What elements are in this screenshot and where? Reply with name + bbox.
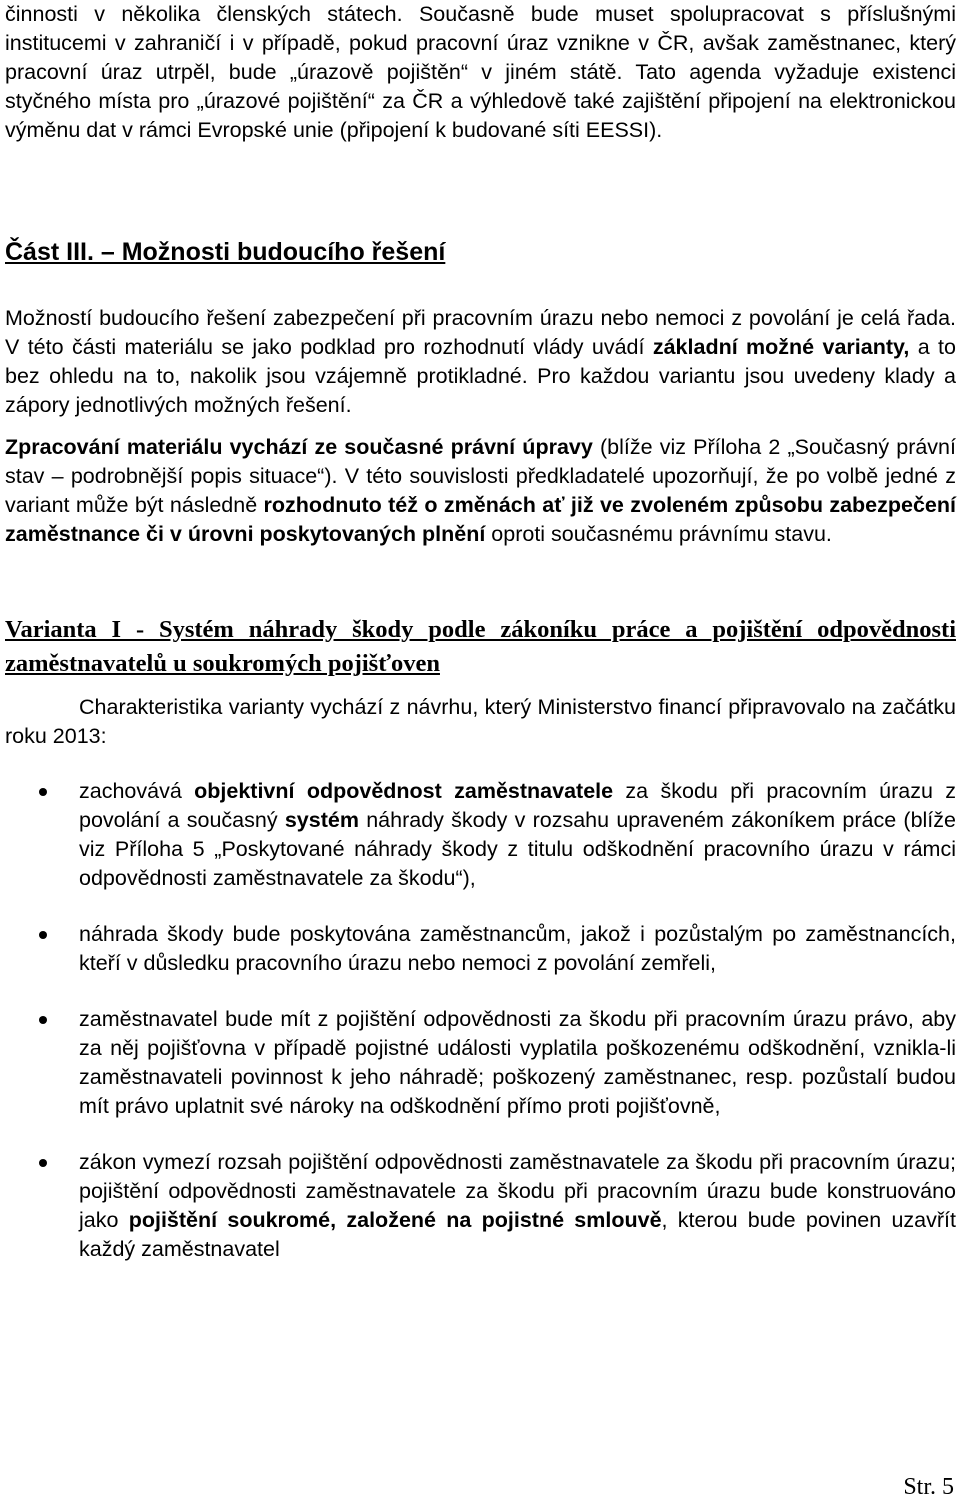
processing-text-2: oproti současnému právnímu stavu. — [485, 522, 832, 546]
part-heading: Část III. – Možnosti budoucího řešení — [5, 238, 446, 266]
variant-characteristic: Charakteristika varianty vychází z návrhu, který Ministerstvo financí připravovalo na začátku roku 2013: — [5, 695, 956, 748]
list-item — [5, 1148, 956, 1264]
options-text-1: Možností budoucího řešení zabezpečení při pracovním úrazu nebo nemoci z povolání je celá řada. V této části materiálu se jako podklad pro rozhodnutí vlády uvádí — [5, 306, 956, 359]
intro-paragraph — [5, 0, 956, 145]
bullet-3-text: zaměstnavatel bude mít z pojištění odpovědnosti za škodu při pracovním úrazu právo, aby za něj pojišťovna v případě pojistné události vyplatila poškozenému odškodnění, vznikla-li zaměstnavateli povinnost k jeho náhradě; poškozený zaměstnanec, resp. pozůstalí budou mít právo uplatnit své nároky na odškodnění přímo proti pojišťovně, — [79, 1007, 956, 1118]
variant-bullet-list — [5, 777, 956, 1264]
document-page — [5, 0, 956, 1291]
processing-text-bold-2: rozhodnuto též o změnách ať již ve zvoleném způsobu zabezpečení zaměstnance či v úrovni poskytovaných plnění — [5, 493, 956, 546]
options-text-bold: základní možné varianty, — [652, 335, 910, 359]
processing-text-1: (blíže viz Příloha 2 „Současný právní stav – podrobnější popis situace“). V této souvislosti předkladatelé upozorňují, že po volbě jedné z variant může být následně — [5, 435, 956, 517]
bullet-4-text-1: zákon vymezí rozsah pojištění odpovědnosti zaměstnavatele za škodu při pracovním úrazu; pojištění odpovědnosti zaměstnavatele za škodu při pracovním úrazu bude konstruováno jako — [79, 1150, 956, 1232]
bullet-1-text-2: za škodu při pracovním úrazu z povolání a současný — [79, 779, 957, 832]
processing-paragraph — [5, 433, 956, 549]
bullet-1-text-3: náhrady škody v rozsahu upraveném zákoníkem práce (blíže viz Příloha 5 „Poskytované náhrady škody z titulu odškodnění pracovního úrazu v rámci odpovědnosti zaměstnavatele za škodu“), — [79, 808, 956, 890]
list-item — [5, 920, 956, 978]
bullet-1-bold-2: systém — [284, 808, 359, 832]
processing-text-bold-1: Zpracování materiálu vychází ze současné právní úpravy — [5, 435, 593, 459]
list-item — [5, 777, 956, 893]
page-number: Str. 5 — [903, 1474, 954, 1500]
bullet-4-text-2: , kterou bude povinen uzavřít každý zaměstnavatel — [79, 1208, 956, 1261]
intro-text: činnosti v několika členských státech. Současně bude muset spolupracovat s příslušnými institucemi v zahraničí i v případě, pokud pracovní úraz vznikne v ČR, avšak zaměstnanec, který pracovní úraz utrpěl, bude „úrazově pojištěn“ v jiném státě. Tato agenda vyžaduje existenci styčného místa pro „úrazové pojištění“ za ČR a výhledově také zajištění připojení na elektronickou výměnu dat v rámci Evropské unie (připojení k budované síti EESSI). — [5, 2, 956, 142]
bullet-2-text: náhrada škody bude poskytována zaměstnancům, jakož i pozůstalým po zaměstnancích, kteří v důsledku pracovního úrazu nebo nemoci z povolání zemřeli, — [79, 922, 956, 975]
bullet-icon — [39, 788, 47, 796]
bullet-1-text-1: zachovává — [79, 779, 195, 803]
options-text-2: a to bez ohledu na to, nakolik jsou vzájemně protikladné. Pro každou variantu jsou uvedeny klady a zápory jednotlivých možných řešení. — [5, 335, 956, 417]
bullet-icon — [39, 1159, 47, 1167]
bullet-icon — [39, 1016, 47, 1024]
variant-heading: Varianta I - Systém náhrady škody podle zákoníku práce a pojištění odpovědnosti zaměstnavatelů u soukromých pojišťoven — [5, 616, 956, 677]
bullet-4-bold: pojištění soukromé, založené na pojistné smlouvě — [128, 1208, 662, 1232]
bullet-1-bold-1: objektivní odpovědnost zaměstnavatele — [194, 779, 614, 803]
options-paragraph — [5, 304, 956, 420]
bullet-icon — [39, 931, 47, 939]
list-item — [5, 1005, 956, 1121]
